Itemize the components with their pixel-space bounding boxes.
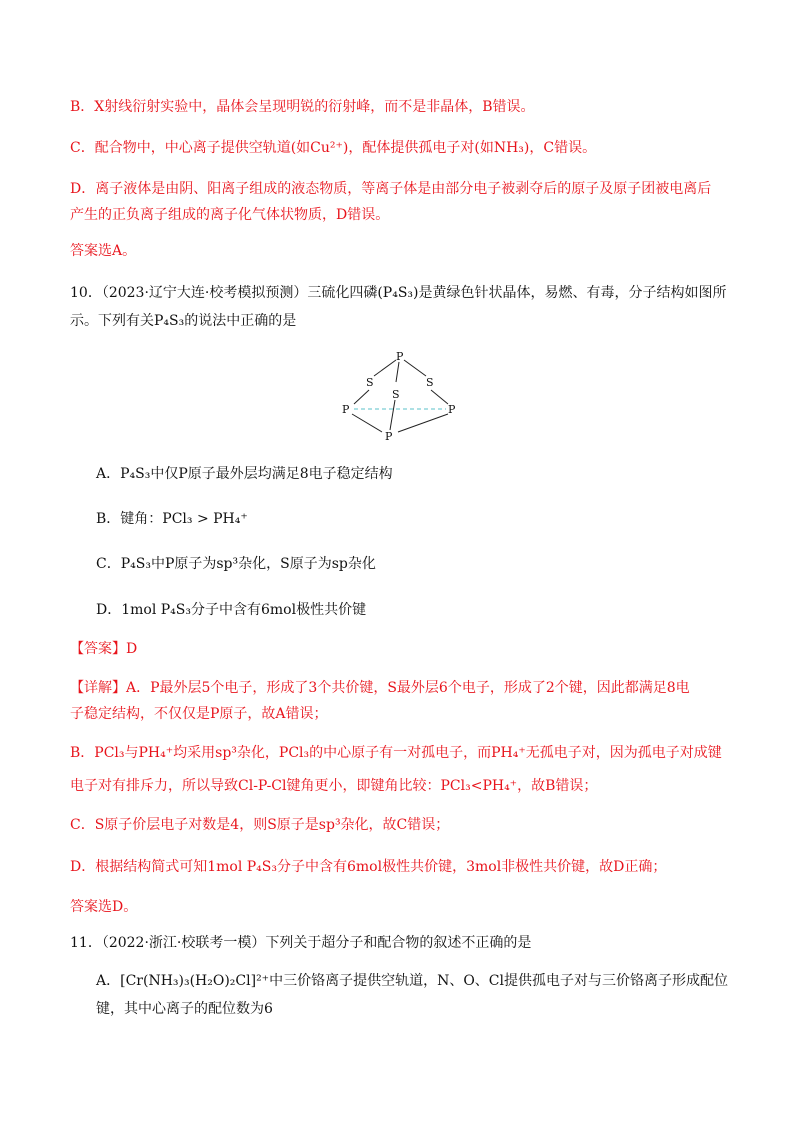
bond-top-s-mid <box>396 362 399 382</box>
q11-stem: 11．（2022·浙江·校联考一模）下列关于超分子和配合物的叙述不正确的是 <box>70 935 532 951</box>
q10-answer-label: 【答案】D <box>70 641 138 657</box>
q10-explain-answer: 答案选D。 <box>70 899 138 915</box>
q10-explain-a-line1: 【详解】A．P最外层5个电子，形成了3个共价键，S最外层6个电子，形成了2个键，因此都满足8电 <box>70 680 690 696</box>
q10-explain-d: D．根据结构简式可知1mol P₄S₃分子中含有6mol极性共价键，3mol非极性共价键，故D正确； <box>70 859 667 875</box>
q11-option-a-line2: 键，其中心离子的配位数为6 <box>96 1001 273 1017</box>
q10-explain-c: C．S原子价层电子对数是4，则S原子是sp³杂化，故C错误； <box>70 817 450 833</box>
bond-p-left-bottom <box>352 414 382 432</box>
bond-top-s-right <box>404 360 426 376</box>
q10-option-d: D．1mol P₄S₃分子中含有6mol极性共价键 <box>96 602 367 618</box>
q10-option-b: B．键角：PCl₃ > PH₄⁺ <box>96 511 248 527</box>
q10-stem-line2: 示。下列有关P₄S₃的说法中正确的是 <box>70 313 297 329</box>
q10-explain-b-line2: 电子对有排斥力，所以导致Cl-P-Cl键角更小，即键角比较：PCl₃<PH₄⁺，故B错误； <box>70 778 598 794</box>
atom-p-bottom: P <box>385 430 393 443</box>
q10-explain-b-line1: B．PCl₃与PH₄⁺均采用sp³杂化，PCl₃的中心原子有一对孤电子，而PH₄⁺无孤电子对，因为孤电子对成键 <box>70 745 722 761</box>
q10-explain-a-line2: 子稳定结构，不仅仅是P原子，故A错误； <box>70 706 328 722</box>
q10-stem-line1: 10．（2023·辽宁大连·校考模拟预测）三硫化四磷(P₄S₃)是黄绿色针状晶体，易燃、有毒，分子结构如图所 <box>70 285 727 301</box>
q10-option-a: A．P₄S₃中仅P原子最外层均满足8电子稳定结构 <box>96 466 393 482</box>
analysis-b: B．X射线衍射实验中，晶体会呈现明锐的衍射峰，而不是非晶体，B错误。 <box>70 99 535 115</box>
analysis-answer: 答案选A。 <box>70 243 137 259</box>
atom-p-right: P <box>448 403 456 416</box>
atom-p-left: P <box>342 403 350 416</box>
p4s3-structure-diagram <box>338 348 468 444</box>
atom-p-top: P <box>396 350 404 363</box>
bond-s-right-p <box>431 390 448 404</box>
bond-s-left-p <box>354 390 369 404</box>
bond-p-right-bottom <box>398 414 448 432</box>
atom-s-left: S <box>366 376 374 389</box>
q10-option-c: C．P₄S₃中P原子为sp³杂化，S原子为sp杂化 <box>96 556 376 572</box>
q11-option-a-line1: A．[Cr(NH₃)₃(H₂O)₂Cl]²⁺中三价铬离子提供空轨道，N、O、Cl提供孤电子对与三价铬离子形成配位 <box>96 973 728 989</box>
bond-top-s-left <box>374 360 396 376</box>
atom-s-mid: S <box>392 388 400 401</box>
analysis-d-line2: 产生的正负离子组成的离子化气体状物质，D错误。 <box>70 207 390 223</box>
analysis-d-line1: D．离子液体是由阴、阳离子组成的液态物质，等离子体是由部分电子被剥夺后的原子及原子团被电离后 <box>70 181 712 197</box>
bond-s-mid-p <box>390 400 395 430</box>
analysis-c: C．配合物中，中心离子提供空轨道(如Cu²⁺)，配体提供孤电子对(如NH₃)，C错误。 <box>70 140 597 156</box>
atom-s-right: S <box>426 376 434 389</box>
